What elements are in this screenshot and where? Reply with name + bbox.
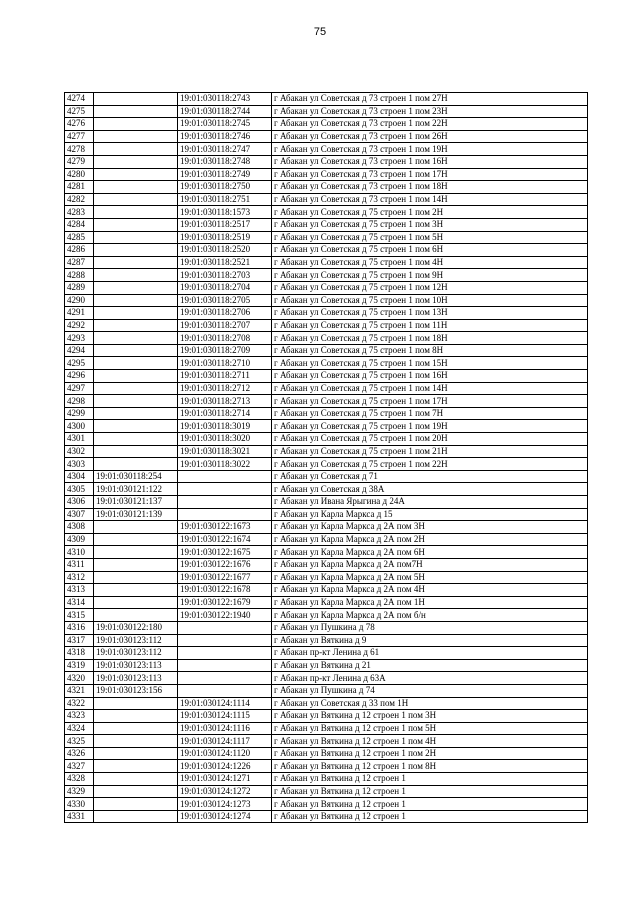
table-row bbox=[65, 395, 588, 408]
land-cadastral-number-cell bbox=[94, 546, 178, 559]
premises-cadastral-number-cell: 19:01:030124:1114 bbox=[178, 697, 272, 710]
premises-cadastral-number-cell bbox=[178, 659, 272, 672]
premises-cadastral-number-cell: 19:01:030122:1674 bbox=[178, 533, 272, 546]
land-cadastral-number-cell bbox=[94, 344, 178, 357]
table-row bbox=[65, 382, 588, 395]
table-row bbox=[65, 407, 588, 420]
land-cadastral-number-cell: 19:01:030121:122 bbox=[94, 483, 178, 496]
row-number-cell: 4285 bbox=[65, 231, 94, 244]
row-number-cell: 4274 bbox=[65, 93, 94, 106]
address-cell: г Абакан ул Карла Маркса д 2А пом 4Н bbox=[272, 584, 588, 597]
table-row bbox=[65, 533, 588, 546]
row-number-cell: 4293 bbox=[65, 332, 94, 345]
land-cadastral-number-cell bbox=[94, 445, 178, 458]
premises-cadastral-number-cell: 19:01:030118:3020 bbox=[178, 433, 272, 446]
land-cadastral-number-cell bbox=[94, 332, 178, 345]
premises-cadastral-number-cell: 19:01:030118:2745 bbox=[178, 118, 272, 131]
land-cadastral-number-cell bbox=[94, 760, 178, 773]
table-row bbox=[65, 206, 588, 219]
premises-cadastral-number-cell: 19:01:030118:2712 bbox=[178, 382, 272, 395]
land-cadastral-number-cell bbox=[94, 747, 178, 760]
table-row bbox=[65, 609, 588, 622]
table-row bbox=[65, 584, 588, 597]
address-cell: г Абакан ул Советская д 75 строен 1 пом 21Н bbox=[272, 445, 588, 458]
land-cadastral-number-cell bbox=[94, 558, 178, 571]
table-row bbox=[65, 659, 588, 672]
land-cadastral-number-cell: 19:01:030123:112 bbox=[94, 634, 178, 647]
land-cadastral-number-cell bbox=[94, 798, 178, 811]
property-registry-table bbox=[64, 92, 588, 823]
table-row bbox=[65, 496, 588, 509]
land-cadastral-number-cell bbox=[94, 357, 178, 370]
row-number-cell: 4299 bbox=[65, 407, 94, 420]
address-cell: г Абакан ул Вяткина д 12 строен 1 пом 3Н bbox=[272, 710, 588, 723]
table-row bbox=[65, 118, 588, 131]
land-cadastral-number-cell bbox=[94, 533, 178, 546]
table-row bbox=[65, 269, 588, 282]
row-number-cell: 4328 bbox=[65, 773, 94, 786]
row-number-cell: 4305 bbox=[65, 483, 94, 496]
premises-cadastral-number-cell bbox=[178, 621, 272, 634]
table-row bbox=[65, 155, 588, 168]
address-cell: г Абакан ул Карла Маркса д 2А пом 2Н bbox=[272, 533, 588, 546]
land-cadastral-number-cell bbox=[94, 244, 178, 257]
table-row bbox=[65, 558, 588, 571]
table-row bbox=[65, 193, 588, 206]
row-number-cell: 4314 bbox=[65, 596, 94, 609]
premises-cadastral-number-cell: 19:01:030122:1677 bbox=[178, 571, 272, 584]
row-number-cell: 4280 bbox=[65, 168, 94, 181]
table-row bbox=[65, 458, 588, 471]
premises-cadastral-number-cell bbox=[178, 483, 272, 496]
row-number-cell: 4321 bbox=[65, 684, 94, 697]
row-number-cell: 4323 bbox=[65, 710, 94, 723]
address-cell: г Абакан ул Советская д 73 строен 1 пом 16Н bbox=[272, 155, 588, 168]
address-cell: г Абакан ул Вяткина д 12 строен 1 пом 4Н bbox=[272, 735, 588, 748]
address-cell: г Абакан ул Вяткина д 21 bbox=[272, 659, 588, 672]
land-cadastral-number-cell bbox=[94, 571, 178, 584]
address-cell: г Абакан ул Советская д 75 строен 1 пом 11Н bbox=[272, 319, 588, 332]
premises-cadastral-number-cell bbox=[178, 496, 272, 509]
address-cell: г Абакан ул Советская д 73 строен 1 пом 23Н bbox=[272, 105, 588, 118]
table-row bbox=[65, 105, 588, 118]
row-number-cell: 4327 bbox=[65, 760, 94, 773]
land-cadastral-number-cell: 19:01:030123:113 bbox=[94, 659, 178, 672]
address-cell: г Абакан ул Советская д 75 строен 1 пом 6Н bbox=[272, 244, 588, 257]
address-cell: г Абакан ул Вяткина д 9 bbox=[272, 634, 588, 647]
premises-cadastral-number-cell: 19:01:030122:1679 bbox=[178, 596, 272, 609]
premises-cadastral-number-cell: 19:01:030118:2710 bbox=[178, 357, 272, 370]
address-cell: г Абакан ул Советская д 75 строен 1 пом 17Н bbox=[272, 395, 588, 408]
address-cell: г Абакан ул Вяткина д 12 строен 1 bbox=[272, 798, 588, 811]
address-cell: г Абакан ул Советская д 75 строен 1 пом 7Н bbox=[272, 407, 588, 420]
premises-cadastral-number-cell: 19:01:030118:2711 bbox=[178, 370, 272, 383]
land-cadastral-number-cell bbox=[94, 130, 178, 143]
table-row bbox=[65, 521, 588, 534]
row-number-cell: 4315 bbox=[65, 609, 94, 622]
address-cell: г Абакан ул Советская д 71 bbox=[272, 470, 588, 483]
land-cadastral-number-cell bbox=[94, 143, 178, 156]
land-cadastral-number-cell: 19:01:030123:113 bbox=[94, 672, 178, 685]
table-row bbox=[65, 307, 588, 320]
premises-cadastral-number-cell bbox=[178, 647, 272, 660]
row-number-cell: 4291 bbox=[65, 307, 94, 320]
row-number-cell: 4289 bbox=[65, 281, 94, 294]
premises-cadastral-number-cell: 19:01:030118:2714 bbox=[178, 407, 272, 420]
land-cadastral-number-cell bbox=[94, 458, 178, 471]
address-cell: г Абакан ул Вяткина д 12 строен 1 bbox=[272, 773, 588, 786]
land-cadastral-number-cell bbox=[94, 269, 178, 282]
land-cadastral-number-cell bbox=[94, 382, 178, 395]
land-cadastral-number-cell: 19:01:030123:112 bbox=[94, 647, 178, 660]
address-cell: г Абакан ул Карла Маркса д 2А пом 5Н bbox=[272, 571, 588, 584]
table-row bbox=[65, 370, 588, 383]
premises-cadastral-number-cell: 19:01:030124:1272 bbox=[178, 785, 272, 798]
row-number-cell: 4283 bbox=[65, 206, 94, 219]
address-cell: г Абакан ул Советская д 75 строен 1 пом 4Н bbox=[272, 256, 588, 269]
row-number-cell: 4287 bbox=[65, 256, 94, 269]
address-cell: г Абакан ул Карла Маркса д 2А пом7Н bbox=[272, 558, 588, 571]
address-cell: г Абакан ул Карла Маркса д 2А пом 1Н bbox=[272, 596, 588, 609]
land-cadastral-number-cell bbox=[94, 231, 178, 244]
row-number-cell: 4290 bbox=[65, 294, 94, 307]
table-row bbox=[65, 596, 588, 609]
row-number-cell: 4317 bbox=[65, 634, 94, 647]
table-row bbox=[65, 357, 588, 370]
address-cell: г Абакан ул Советская д 73 строен 1 пом 27Н bbox=[272, 93, 588, 106]
address-cell: г Абакан ул Советская д 75 строен 1 пом 18Н bbox=[272, 332, 588, 345]
land-cadastral-number-cell bbox=[94, 256, 178, 269]
table-row bbox=[65, 647, 588, 660]
land-cadastral-number-cell bbox=[94, 118, 178, 131]
address-cell: г Абакан ул Советская д 75 строен 1 пом 19Н bbox=[272, 420, 588, 433]
address-cell: г Абакан ул Вяткина д 12 строен 1 пом 2Н bbox=[272, 747, 588, 760]
table-row bbox=[65, 294, 588, 307]
land-cadastral-number-cell bbox=[94, 609, 178, 622]
premises-cadastral-number-cell: 19:01:030118:2751 bbox=[178, 193, 272, 206]
address-cell: г Абакан ул Советская д 75 строен 1 пом 8Н bbox=[272, 344, 588, 357]
row-number-cell: 4288 bbox=[65, 269, 94, 282]
address-cell: г Абакан ул Карла Маркса д 2А пом 6Н bbox=[272, 546, 588, 559]
address-cell: г Абакан ул Вяткина д 12 строен 1 bbox=[272, 810, 588, 823]
premises-cadastral-number-cell: 19:01:030118:2704 bbox=[178, 281, 272, 294]
premises-cadastral-number-cell: 19:01:030118:2517 bbox=[178, 218, 272, 231]
row-number-cell: 4304 bbox=[65, 470, 94, 483]
table-row bbox=[65, 747, 588, 760]
address-cell: г Абакан ул Ивана Ярыгина д 24А bbox=[272, 496, 588, 509]
land-cadastral-number-cell bbox=[94, 722, 178, 735]
land-cadastral-number-cell bbox=[94, 521, 178, 534]
land-cadastral-number-cell bbox=[94, 370, 178, 383]
row-number-cell: 4322 bbox=[65, 697, 94, 710]
address-cell: г Абакан ул Советская д 75 строен 1 пом 10Н bbox=[272, 294, 588, 307]
table-row bbox=[65, 445, 588, 458]
row-number-cell: 4275 bbox=[65, 105, 94, 118]
row-number-cell: 4276 bbox=[65, 118, 94, 131]
land-cadastral-number-cell bbox=[94, 395, 178, 408]
row-number-cell: 4326 bbox=[65, 747, 94, 760]
row-number-cell: 4286 bbox=[65, 244, 94, 257]
premises-cadastral-number-cell: 19:01:030118:2521 bbox=[178, 256, 272, 269]
table-row bbox=[65, 256, 588, 269]
land-cadastral-number-cell bbox=[94, 596, 178, 609]
row-number-cell: 4282 bbox=[65, 193, 94, 206]
land-cadastral-number-cell bbox=[94, 218, 178, 231]
address-cell: г Абакан ул Советская д 38А bbox=[272, 483, 588, 496]
land-cadastral-number-cell bbox=[94, 168, 178, 181]
land-cadastral-number-cell bbox=[94, 206, 178, 219]
land-cadastral-number-cell bbox=[94, 281, 178, 294]
address-cell: г Абакан ул Советская д 75 строен 1 пом 12Н bbox=[272, 281, 588, 294]
premises-cadastral-number-cell: 19:01:030124:1115 bbox=[178, 710, 272, 723]
row-number-cell: 4324 bbox=[65, 722, 94, 735]
table-row bbox=[65, 735, 588, 748]
table-row bbox=[65, 93, 588, 106]
premises-cadastral-number-cell bbox=[178, 684, 272, 697]
row-number-cell: 4316 bbox=[65, 621, 94, 634]
table-row bbox=[65, 546, 588, 559]
address-cell: г Абакан ул Советская д 75 строен 1 пом 15Н bbox=[272, 357, 588, 370]
land-cadastral-number-cell bbox=[94, 735, 178, 748]
land-cadastral-number-cell bbox=[94, 773, 178, 786]
land-cadastral-number-cell bbox=[94, 155, 178, 168]
premises-cadastral-number-cell: 19:01:030118:2747 bbox=[178, 143, 272, 156]
row-number-cell: 4331 bbox=[65, 810, 94, 823]
address-cell: г Абакан ул Советская д 75 строен 1 пом 20Н bbox=[272, 433, 588, 446]
premises-cadastral-number-cell: 19:01:030118:2750 bbox=[178, 181, 272, 194]
page-number: 75 bbox=[313, 26, 327, 38]
row-number-cell: 4330 bbox=[65, 798, 94, 811]
row-number-cell: 4319 bbox=[65, 659, 94, 672]
land-cadastral-number-cell bbox=[94, 319, 178, 332]
premises-cadastral-number-cell: 19:01:030118:2519 bbox=[178, 231, 272, 244]
table-row bbox=[65, 130, 588, 143]
address-cell: г Абакан ул Советская д 73 строен 1 пом 17Н bbox=[272, 168, 588, 181]
premises-cadastral-number-cell: 19:01:030118:2749 bbox=[178, 168, 272, 181]
row-number-cell: 4303 bbox=[65, 458, 94, 471]
table-row bbox=[65, 760, 588, 773]
premises-cadastral-number-cell bbox=[178, 508, 272, 521]
row-number-cell: 4307 bbox=[65, 508, 94, 521]
address-cell: г Абакан ул Советская д 33 пом 1Н bbox=[272, 697, 588, 710]
address-cell: г Абакан ул Вяткина д 12 строен 1 bbox=[272, 785, 588, 798]
premises-cadastral-number-cell: 19:01:030124:1117 bbox=[178, 735, 272, 748]
address-cell: г Абакан ул Советская д 73 строен 1 пом 18Н bbox=[272, 181, 588, 194]
table-row bbox=[65, 470, 588, 483]
row-number-cell: 4296 bbox=[65, 370, 94, 383]
premises-cadastral-number-cell: 19:01:030124:1271 bbox=[178, 773, 272, 786]
premises-cadastral-number-cell: 19:01:030122:1940 bbox=[178, 609, 272, 622]
address-cell: г Абакан ул Советская д 75 строен 1 пом 16Н bbox=[272, 370, 588, 383]
row-number-cell: 4292 bbox=[65, 319, 94, 332]
address-cell: г Абакан ул Карла Маркса д 15 bbox=[272, 508, 588, 521]
premises-cadastral-number-cell: 19:01:030118:3022 bbox=[178, 458, 272, 471]
premises-cadastral-number-cell: 19:01:030122:1676 bbox=[178, 558, 272, 571]
row-number-cell: 4306 bbox=[65, 496, 94, 509]
land-cadastral-number-cell bbox=[94, 307, 178, 320]
address-cell: г Абакан ул Карла Маркса д 2А пом б/н bbox=[272, 609, 588, 622]
premises-cadastral-number-cell: 19:01:030118:2520 bbox=[178, 244, 272, 257]
land-cadastral-number-cell bbox=[94, 181, 178, 194]
table-row bbox=[65, 571, 588, 584]
table-row bbox=[65, 672, 588, 685]
row-number-cell: 4313 bbox=[65, 584, 94, 597]
row-number-cell: 4308 bbox=[65, 521, 94, 534]
premises-cadastral-number-cell: 19:01:030118:2707 bbox=[178, 319, 272, 332]
address-cell: г Абакан пр-кт Ленина д 63А bbox=[272, 672, 588, 685]
land-cadastral-number-cell bbox=[94, 294, 178, 307]
land-cadastral-number-cell bbox=[94, 420, 178, 433]
address-cell: г Абакан ул Советская д 75 строен 1 пом 5Н bbox=[272, 231, 588, 244]
table-row bbox=[65, 508, 588, 521]
premises-cadastral-number-cell bbox=[178, 672, 272, 685]
table-row bbox=[65, 483, 588, 496]
premises-cadastral-number-cell: 19:01:030118:2705 bbox=[178, 294, 272, 307]
land-cadastral-number-cell bbox=[94, 697, 178, 710]
table-row bbox=[65, 634, 588, 647]
address-cell: г Абакан ул Советская д 75 строен 1 пом 22Н bbox=[272, 458, 588, 471]
premises-cadastral-number-cell: 19:01:030122:1678 bbox=[178, 584, 272, 597]
table-row bbox=[65, 244, 588, 257]
premises-cadastral-number-cell: 19:01:030118:2743 bbox=[178, 93, 272, 106]
table-row bbox=[65, 697, 588, 710]
address-cell: г Абакан ул Пушкина д 78 bbox=[272, 621, 588, 634]
row-number-cell: 4300 bbox=[65, 420, 94, 433]
row-number-cell: 4320 bbox=[65, 672, 94, 685]
premises-cadastral-number-cell: 19:01:030118:2746 bbox=[178, 130, 272, 143]
land-cadastral-number-cell bbox=[94, 193, 178, 206]
table-row bbox=[65, 143, 588, 156]
premises-cadastral-number-cell bbox=[178, 470, 272, 483]
premises-cadastral-number-cell: 19:01:030124:1120 bbox=[178, 747, 272, 760]
premises-cadastral-number-cell: 19:01:030118:2708 bbox=[178, 332, 272, 345]
table-row bbox=[65, 773, 588, 786]
address-cell: г Абакан ул Советская д 75 строен 1 пом 9Н bbox=[272, 269, 588, 282]
address-cell: г Абакан ул Советская д 75 строен 1 пом 2Н bbox=[272, 206, 588, 219]
premises-cadastral-number-cell: 19:01:030118:2748 bbox=[178, 155, 272, 168]
table-row bbox=[65, 231, 588, 244]
table-row bbox=[65, 710, 588, 723]
land-cadastral-number-cell: 19:01:030122:180 bbox=[94, 621, 178, 634]
table-row bbox=[65, 722, 588, 735]
address-cell: г Абакан ул Советская д 73 строен 1 пом 14Н bbox=[272, 193, 588, 206]
row-number-cell: 4284 bbox=[65, 218, 94, 231]
address-cell: г Абакан ул Вяткина д 12 строен 1 пом 8Н bbox=[272, 760, 588, 773]
land-cadastral-number-cell: 19:01:030121:137 bbox=[94, 496, 178, 509]
premises-cadastral-number-cell: 19:01:030118:2706 bbox=[178, 307, 272, 320]
premises-cadastral-number-cell: 19:01:030118:2709 bbox=[178, 344, 272, 357]
row-number-cell: 4302 bbox=[65, 445, 94, 458]
table-row bbox=[65, 785, 588, 798]
premises-cadastral-number-cell: 19:01:030122:1673 bbox=[178, 521, 272, 534]
row-number-cell: 4297 bbox=[65, 382, 94, 395]
table-row bbox=[65, 420, 588, 433]
table-row bbox=[65, 168, 588, 181]
premises-cadastral-number-cell: 19:01:030118:2744 bbox=[178, 105, 272, 118]
address-cell: г Абакан ул Пушкина д 74 bbox=[272, 684, 588, 697]
land-cadastral-number-cell bbox=[94, 584, 178, 597]
land-cadastral-number-cell bbox=[94, 710, 178, 723]
land-cadastral-number-cell bbox=[94, 433, 178, 446]
address-cell: г Абакан ул Советская д 75 строен 1 пом 14Н bbox=[272, 382, 588, 395]
address-cell: г Абакан ул Советская д 73 строен 1 пом 26Н bbox=[272, 130, 588, 143]
premises-cadastral-number-cell: 19:01:030124:1274 bbox=[178, 810, 272, 823]
premises-cadastral-number-cell: 19:01:030122:1675 bbox=[178, 546, 272, 559]
premises-cadastral-number-cell: 19:01:030124:1273 bbox=[178, 798, 272, 811]
table-row bbox=[65, 798, 588, 811]
table-row bbox=[65, 281, 588, 294]
row-number-cell: 4311 bbox=[65, 558, 94, 571]
premises-cadastral-number-cell: 19:01:030118:3019 bbox=[178, 420, 272, 433]
row-number-cell: 4279 bbox=[65, 155, 94, 168]
premises-cadastral-number-cell: 19:01:030118:2703 bbox=[178, 269, 272, 282]
table-row bbox=[65, 810, 588, 823]
land-cadastral-number-cell bbox=[94, 105, 178, 118]
land-cadastral-number-cell bbox=[94, 785, 178, 798]
premises-cadastral-number-cell: 19:01:030118:2713 bbox=[178, 395, 272, 408]
land-cadastral-number-cell: 19:01:030123:156 bbox=[94, 684, 178, 697]
table-row bbox=[65, 181, 588, 194]
row-number-cell: 4295 bbox=[65, 357, 94, 370]
land-cadastral-number-cell bbox=[94, 810, 178, 823]
premises-cadastral-number-cell: 19:01:030118:1573 bbox=[178, 206, 272, 219]
row-number-cell: 4329 bbox=[65, 785, 94, 798]
land-cadastral-number-cell bbox=[94, 407, 178, 420]
premises-cadastral-number-cell: 19:01:030118:3021 bbox=[178, 445, 272, 458]
table-row bbox=[65, 684, 588, 697]
land-cadastral-number-cell: 19:01:030118:254 bbox=[94, 470, 178, 483]
table-row bbox=[65, 344, 588, 357]
row-number-cell: 4312 bbox=[65, 571, 94, 584]
table-row bbox=[65, 218, 588, 231]
premises-cadastral-number-cell bbox=[178, 634, 272, 647]
premises-cadastral-number-cell: 19:01:030124:1116 bbox=[178, 722, 272, 735]
address-cell: г Абакан ул Советская д 75 строен 1 пом 3Н bbox=[272, 218, 588, 231]
row-number-cell: 4277 bbox=[65, 130, 94, 143]
table-row bbox=[65, 319, 588, 332]
row-number-cell: 4318 bbox=[65, 647, 94, 660]
address-cell: г Абакан ул Вяткина д 12 строен 1 пом 5Н bbox=[272, 722, 588, 735]
land-cadastral-number-cell: 19:01:030121:139 bbox=[94, 508, 178, 521]
table-row bbox=[65, 332, 588, 345]
table-row bbox=[65, 621, 588, 634]
registry-table-body bbox=[65, 93, 588, 823]
table-row bbox=[65, 433, 588, 446]
row-number-cell: 4309 bbox=[65, 533, 94, 546]
row-number-cell: 4298 bbox=[65, 395, 94, 408]
address-cell: г Абакан ул Советская д 73 строен 1 пом 19Н bbox=[272, 143, 588, 156]
row-number-cell: 4310 bbox=[65, 546, 94, 559]
row-number-cell: 4301 bbox=[65, 433, 94, 446]
land-cadastral-number-cell bbox=[94, 93, 178, 106]
row-number-cell: 4325 bbox=[65, 735, 94, 748]
row-number-cell: 4281 bbox=[65, 181, 94, 194]
address-cell: г Абакан пр-кт Ленина д 61 bbox=[272, 647, 588, 660]
address-cell: г Абакан ул Советская д 73 строен 1 пом 22Н bbox=[272, 118, 588, 131]
address-cell: г Абакан ул Советская д 75 строен 1 пом 13Н bbox=[272, 307, 588, 320]
row-number-cell: 4278 bbox=[65, 143, 94, 156]
premises-cadastral-number-cell: 19:01:030124:1226 bbox=[178, 760, 272, 773]
row-number-cell: 4294 bbox=[65, 344, 94, 357]
address-cell: г Абакан ул Карла Маркса д 2А пом 3Н bbox=[272, 521, 588, 534]
